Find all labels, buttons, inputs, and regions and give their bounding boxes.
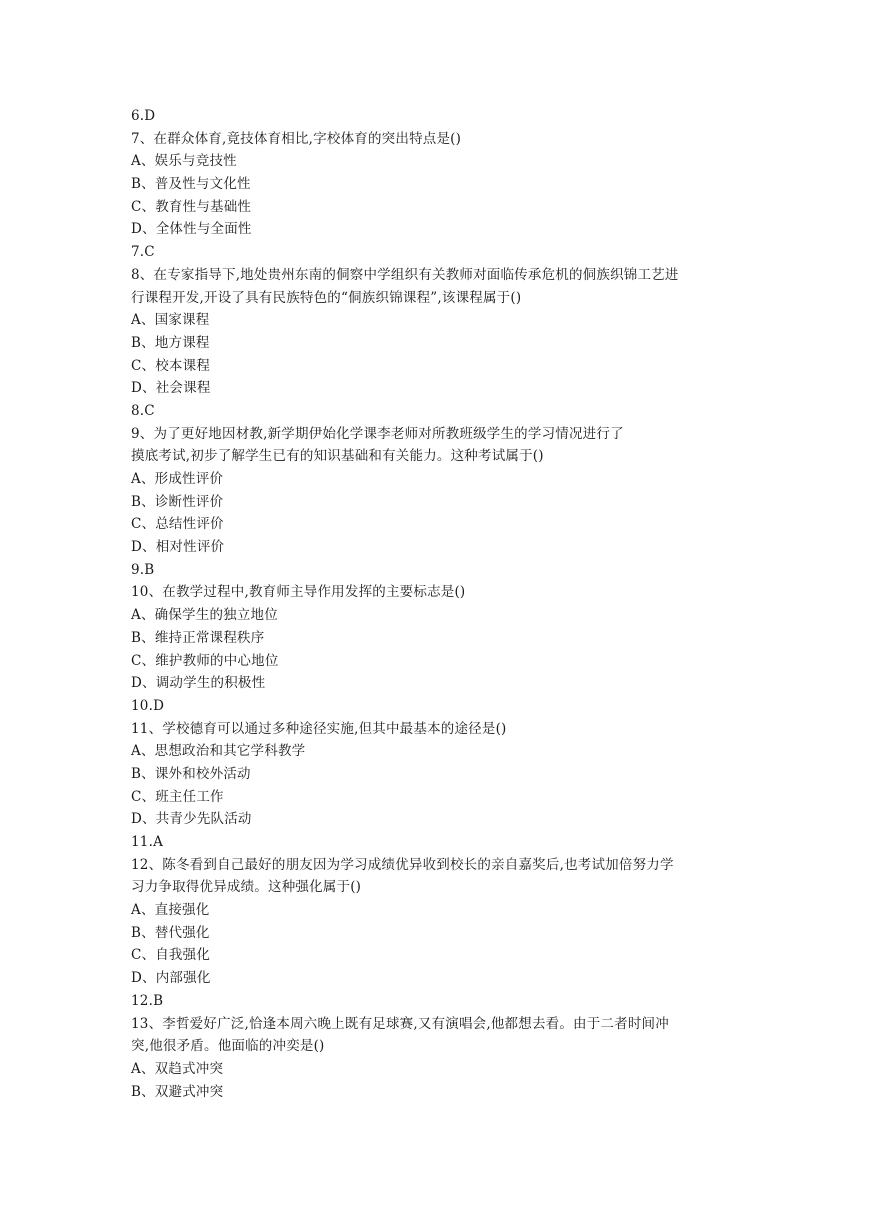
answer-line: 10.D [131, 697, 165, 714]
option-line: B、替代强化 [131, 924, 210, 941]
answer-line: 11.A [131, 834, 164, 850]
option-line: C、维护教师的中心地位 [131, 652, 279, 669]
answer-line: 12.B [131, 992, 164, 1009]
option-line: C、自我强化 [131, 947, 211, 964]
question-list [131, 105, 751, 1103]
option-line: B、课外和校外活动 [131, 765, 251, 782]
option-line: C、总结性评价 [131, 516, 224, 533]
option-line: C、校本课程 [131, 357, 211, 374]
answer-line: 7.C [131, 244, 155, 261]
option-line: B、双避式冲突 [131, 1083, 224, 1100]
option-line: B、维持正常课程秩序 [131, 629, 265, 646]
question-continuation-line: 行课程开发,开设了具有民族特色的“侗族织锦课程”,该课程属于() [131, 289, 522, 306]
question-line: 11、学校德育可以通过多种途径实施,但其中最基本的途径是() [131, 720, 507, 737]
question-line: 9、为了更好地因材教,新学期伊始化学课李老师对所教班级学生的学习情况进行了 [131, 425, 624, 442]
option-line: D、调动学生的积极性 [131, 675, 266, 692]
answer-line: 9.B [131, 561, 155, 578]
question-line: 8、在专家指导下,地处贵州东南的侗察中学组织有关教师对面临传承危机的侗族织锦工艺进 [131, 266, 679, 283]
answer-line: 8.C [131, 402, 155, 419]
option-line: A、思想政治和其它学科教学 [131, 743, 306, 760]
question-line: 12、陈冬看到自己最好的朋友因为学习成绩优异收到校长的亲自嘉奖后,也考试加倍努力学 [131, 856, 674, 873]
option-line: D、共青少先队活动 [131, 811, 252, 828]
option-line: A、确保学生的独立地位 [131, 607, 278, 624]
option-line: B、地方课程 [131, 334, 210, 351]
option-line: D、相对性评价 [131, 539, 225, 556]
option-line: D、社会课程 [131, 380, 211, 397]
option-line: D、全体性与全面性 [131, 221, 252, 238]
option-line: A、娱乐与竞技性 [131, 153, 237, 170]
option-line: C、班主任工作 [131, 788, 224, 805]
question-line: 7、在群众体育,竟技体育相比,字校体育的突出特点是() [131, 130, 462, 147]
question-continuation-line: 习力争取得优异成绩。这种强化属于() [131, 879, 362, 896]
answer-line: 6.D [131, 108, 156, 124]
option-line: D、内部强化 [131, 970, 211, 987]
option-line: B、普及性与文化性 [131, 176, 251, 193]
question-line: 10、在教学过程中,教育师主导作用发挥的主要标志是() [131, 584, 466, 601]
option-line: A、双趋式冲突 [131, 1060, 224, 1077]
option-line: A、国家课程 [131, 312, 210, 329]
option-line: C、教育性与基础性 [131, 198, 252, 215]
question-continuation-line: 摸底考试,初步了解学生已有的知识基础和有关能力。这种考试属于() [131, 448, 544, 465]
option-line: A、直接强化 [131, 902, 210, 919]
question-continuation-line: 突,他很矛盾。他面临的冲奕是() [131, 1038, 325, 1055]
option-line: B、诊断性评价 [131, 493, 224, 510]
question-line: 13、李哲爱好广泛,恰逢本周六晚上既有足球赛,又有演唱会,他都想去看。由于二者时间冲 [131, 1015, 669, 1032]
option-line: A、形成性评价 [131, 471, 224, 487]
